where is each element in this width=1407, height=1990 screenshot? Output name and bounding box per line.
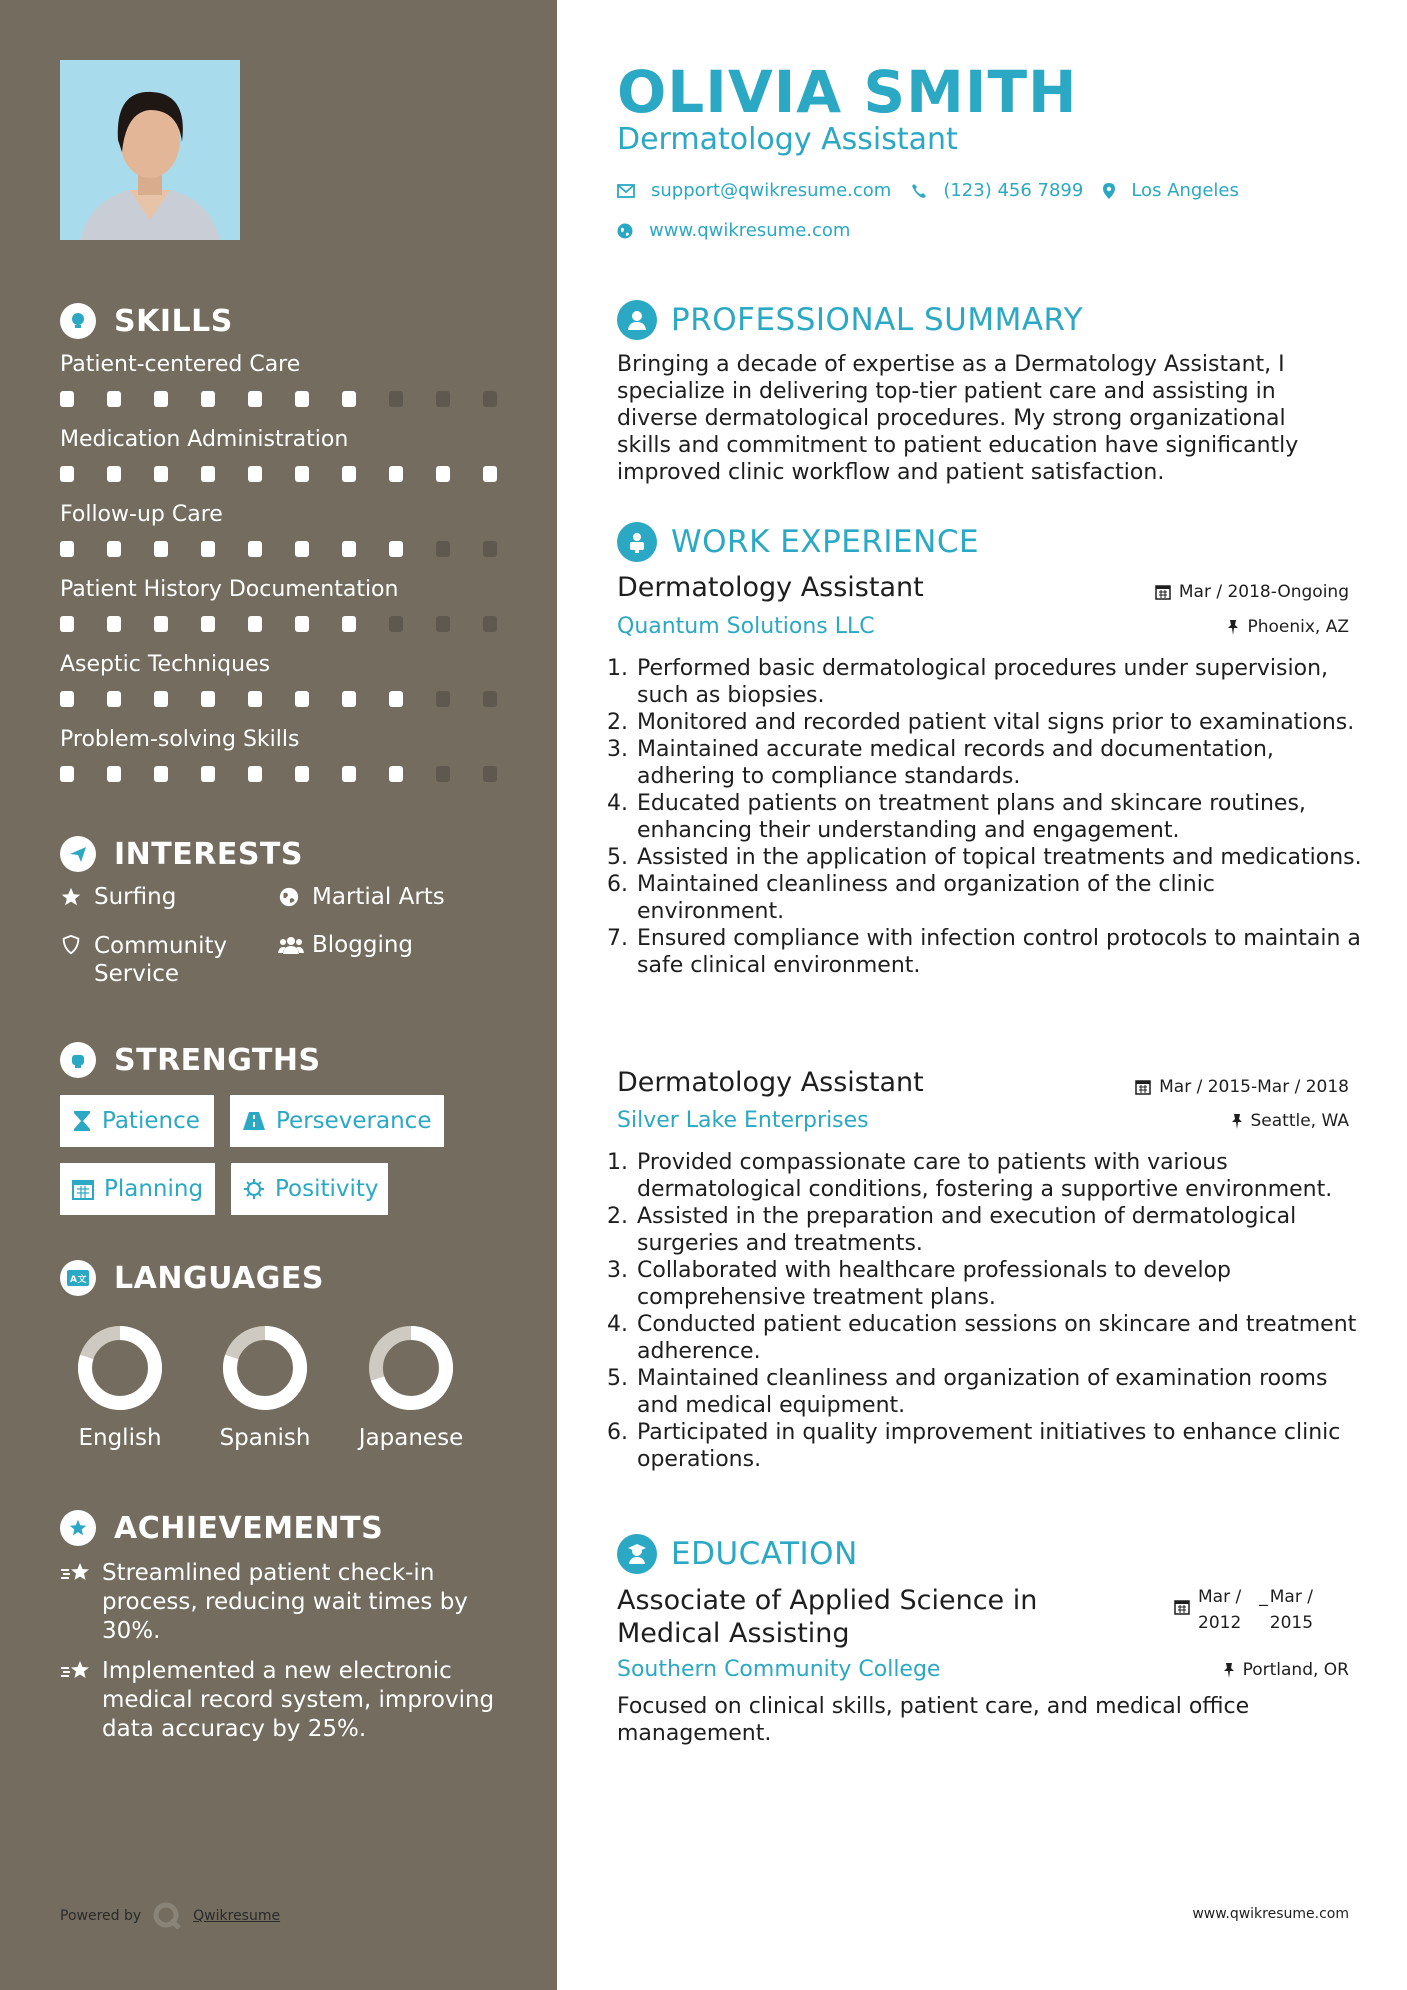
skill-dot <box>201 541 215 557</box>
education-degree: Associate of Applied Science in Medical Assisting <box>617 1585 1038 1649</box>
skill-dot <box>60 541 74 557</box>
skill-label: Medication Administration <box>60 427 349 452</box>
skill-dot <box>389 691 403 707</box>
education-school: Southern Community College <box>617 1657 941 1682</box>
job-bullet: 1. Provided compassionate care to patients with various dermatological conditions, fostering a supportive environment. <box>635 1149 1365 1203</box>
skill-dot <box>483 766 497 782</box>
language-name: English <box>78 1425 162 1451</box>
skill-rating <box>60 541 530 557</box>
trophy-star-icon <box>60 1561 92 1646</box>
skill-dot <box>295 391 309 407</box>
job-bullets <box>617 655 1365 979</box>
award-icon <box>60 1510 96 1546</box>
language-item <box>195 1325 335 1451</box>
calendar-icon <box>1174 1599 1190 1615</box>
skill-dot <box>295 466 309 482</box>
location-text: Los Angeles <box>1131 180 1239 201</box>
graduate-icon <box>617 1534 657 1574</box>
skill-dot <box>60 391 74 407</box>
job-bullet: 2. Monitored and recorded patient vital signs prior to examinations. <box>635 709 1365 736</box>
language-name: Japanese <box>358 1425 464 1451</box>
skill-dot <box>389 766 403 782</box>
strengths-heading: STRENGTHS <box>60 1042 321 1078</box>
website-link[interactable]: www.qwikresume.com <box>649 220 851 241</box>
skill-dot <box>201 391 215 407</box>
job-company: Silver Lake Enterprises <box>617 1108 869 1133</box>
interests-heading: INTERESTS <box>60 836 303 872</box>
skill-dot <box>436 616 450 632</box>
job-bullet: 7. Ensured compliance with infection control protocols to maintain a safe clinical environment. <box>635 925 1365 979</box>
skill-dot <box>295 616 309 632</box>
lightbulb-icon <box>60 303 96 339</box>
education-text: Focused on clinical skills, patient care, and medical office management. <box>617 1694 1250 1746</box>
job-bullet: 5. Assisted in the application of topical treatments and medications. <box>635 844 1365 871</box>
job-bullet: 5. Maintained cleanliness and organization of examination rooms and medical equipment. <box>635 1365 1365 1419</box>
qwikresume-link[interactable]: Qwikresume <box>193 1908 281 1924</box>
job-title: Dermatology Assistant <box>617 572 924 603</box>
skill-dot <box>342 616 356 632</box>
job-bullets <box>617 1149 1365 1473</box>
pin-icon <box>1227 619 1239 635</box>
skill-dot <box>60 616 74 632</box>
skill-dot <box>389 616 403 632</box>
interest-community-service: Community Service <box>60 932 227 988</box>
language-item <box>50 1325 190 1451</box>
road-icon <box>242 1111 266 1131</box>
skill-dot <box>436 466 450 482</box>
skill-dot <box>154 766 168 782</box>
job-bullet: 3. Maintained accurate medical records and documentation, adhering to compliance standards. <box>635 736 1365 790</box>
skill-dot <box>107 466 121 482</box>
skill-dot <box>107 616 121 632</box>
job-bullet: 2. Assisted in the preparation and execution of dermatological surgeries and treatments. <box>635 1203 1365 1257</box>
skill-label: Aseptic Techniques <box>60 652 271 677</box>
paper-plane-icon <box>60 836 96 872</box>
education-location: Portland, OR <box>1223 1660 1349 1680</box>
powered-by: Powered by Qwikresume <box>60 1900 280 1932</box>
phone-number: (123) 456 7899 <box>943 180 1084 201</box>
contact-row <box>617 180 1239 201</box>
job-bullet: 4. Conducted patient education sessions on skincare and treatment adherence. <box>635 1311 1365 1365</box>
skill-dot <box>342 391 356 407</box>
skill-dot <box>154 616 168 632</box>
trophy-star-icon <box>60 1659 92 1744</box>
skill-dot <box>342 466 356 482</box>
skill-dot <box>201 691 215 707</box>
footer-url[interactable]: www.qwikresume.com <box>1192 1906 1349 1922</box>
globe-icon <box>617 223 633 239</box>
calendar-icon <box>72 1178 94 1200</box>
skill-dot <box>154 391 168 407</box>
skills-heading: SKILLS <box>60 303 233 339</box>
sun-icon <box>243 1178 265 1200</box>
skill-dot <box>154 466 168 482</box>
language-donut <box>222 1325 308 1411</box>
globe-icon <box>278 886 302 914</box>
job-dates: Mar / 2018-Ongoing <box>1155 582 1349 602</box>
skill-dot <box>295 766 309 782</box>
skill-dot <box>107 691 121 707</box>
job-company: Quantum Solutions LLC <box>617 614 875 639</box>
skill-dot <box>248 541 262 557</box>
skill-dot <box>436 541 450 557</box>
skill-dot <box>248 391 262 407</box>
skill-dot <box>248 616 262 632</box>
skill-dot <box>201 766 215 782</box>
language-donut <box>77 1325 163 1411</box>
calendar-icon <box>1135 1079 1151 1095</box>
qwikresume-logo-icon <box>151 1900 183 1932</box>
interest-surfing: Surfing <box>60 884 176 914</box>
skill-dot <box>436 691 450 707</box>
experience-heading: WORK EXPERIENCE <box>617 522 979 562</box>
skill-dot <box>389 541 403 557</box>
skill-dot <box>60 766 74 782</box>
skill-dot <box>201 616 215 632</box>
profile-photo <box>60 60 240 240</box>
skill-dot <box>483 391 497 407</box>
strength-planning: Planning <box>60 1163 215 1215</box>
job-location: Phoenix, AZ <box>1227 617 1349 637</box>
skill-dot <box>107 541 121 557</box>
pin-icon <box>1223 1662 1235 1678</box>
achievement-item: Streamlined patient check-in process, reducing wait times by 30%. <box>60 1559 500 1646</box>
skill-rating <box>60 391 530 407</box>
phone-icon <box>911 183 927 199</box>
user-icon <box>617 300 657 340</box>
skill-label: Patient History Documentation <box>60 577 399 602</box>
skill-dot <box>436 766 450 782</box>
skill-rating <box>60 691 530 707</box>
briefcase-user-icon <box>617 522 657 562</box>
job-title: Dermatology Assistant <box>617 1067 924 1098</box>
skill-dot <box>295 541 309 557</box>
job-bullet: 6. Participated in quality improvement initiatives to enhance clinic operations. <box>635 1419 1365 1473</box>
strength-perseverance: Perseverance <box>230 1095 444 1147</box>
skill-dot <box>248 466 262 482</box>
summary-text: Bringing a decade of expertise as a Dermatology Assistant, I specialize in delivering top-tier patient care and assisting in diverse dermatological procedures. My strong organizational skills and commitment to patient education have significantly improved clinic workflow and patient satisfaction. <box>617 352 1299 485</box>
candidate-title: Dermatology Assistant <box>617 122 958 157</box>
job-dates: Mar / 2015-Mar / 2018 <box>1135 1077 1349 1097</box>
skill-rating <box>60 766 530 782</box>
skill-dot <box>342 691 356 707</box>
skill-rating <box>60 466 530 482</box>
skill-label: Patient-centered Care <box>60 352 301 377</box>
interest-martial-arts: Martial Arts <box>278 884 445 914</box>
sidebar <box>0 0 557 1990</box>
language-item <box>341 1325 481 1451</box>
job-bullet: 1. Performed basic dermatological procedures under supervision, such as biopsies. <box>635 655 1365 709</box>
hourglass-icon <box>72 1110 92 1132</box>
skill-dot <box>436 391 450 407</box>
education-heading: EDUCATION <box>617 1534 858 1574</box>
fist-icon <box>60 1042 96 1078</box>
skill-dot <box>483 541 497 557</box>
language-name: Spanish <box>219 1425 311 1451</box>
strength-positivity: Positivity <box>231 1163 388 1215</box>
skill-dot <box>483 691 497 707</box>
skill-dot <box>201 466 215 482</box>
candidate-name: OLIVIA SMITH <box>617 58 1078 126</box>
achievement-item: Implemented a new electronic medical record system, improving data accuracy by 25%. <box>60 1657 500 1744</box>
pin-icon <box>1231 1113 1243 1129</box>
envelope-icon <box>617 184 635 198</box>
skill-dot <box>60 691 74 707</box>
education-dates: Mar / 2012 _ Mar / 2015 <box>1174 1584 1313 1636</box>
skill-dot <box>154 691 168 707</box>
skill-dot <box>60 466 74 482</box>
skill-dot <box>342 766 356 782</box>
skill-dot <box>154 541 168 557</box>
skill-dot <box>389 466 403 482</box>
skill-dot <box>483 616 497 632</box>
summary-heading: PROFESSIONAL SUMMARY <box>617 300 1083 340</box>
shield-icon <box>60 934 84 963</box>
skill-dot <box>295 691 309 707</box>
skill-dot <box>248 691 262 707</box>
skill-dot <box>483 466 497 482</box>
language-donut <box>368 1325 454 1411</box>
website-row <box>617 220 850 241</box>
skill-rating <box>60 616 530 632</box>
skill-label: Follow-up Care <box>60 502 223 527</box>
star-icon <box>60 886 84 914</box>
email-link[interactable]: support@qwikresume.com <box>651 180 892 201</box>
job-bullet: 3. Collaborated with healthcare professionals to develop comprehensive treatment plans. <box>635 1257 1365 1311</box>
languages-heading: A文 LANGUAGES <box>60 1260 324 1296</box>
skill-dot <box>342 541 356 557</box>
job-bullet: 4. Educated patients on treatment plans and skincare routines, enhancing their understanding and engagement. <box>635 790 1365 844</box>
language-icon <box>60 1260 96 1296</box>
strength-patience: Patience <box>60 1095 214 1147</box>
skill-label: Problem-solving Skills <box>60 727 300 752</box>
achievements-heading: ACHIEVEMENTS <box>60 1510 383 1546</box>
map-marker-icon <box>1103 183 1115 199</box>
svg-text:A文: A文 <box>70 1275 87 1285</box>
interest-blogging: Blogging <box>278 932 413 962</box>
job-location: Seattle, WA <box>1231 1111 1350 1131</box>
skill-dot <box>248 766 262 782</box>
skill-dot <box>107 766 121 782</box>
calendar-icon <box>1155 584 1171 600</box>
job-bullet: 6. Maintained cleanliness and organization of the clinic environment. <box>635 871 1365 925</box>
skill-dot <box>107 391 121 407</box>
skill-dot <box>389 391 403 407</box>
users-icon <box>278 934 302 962</box>
